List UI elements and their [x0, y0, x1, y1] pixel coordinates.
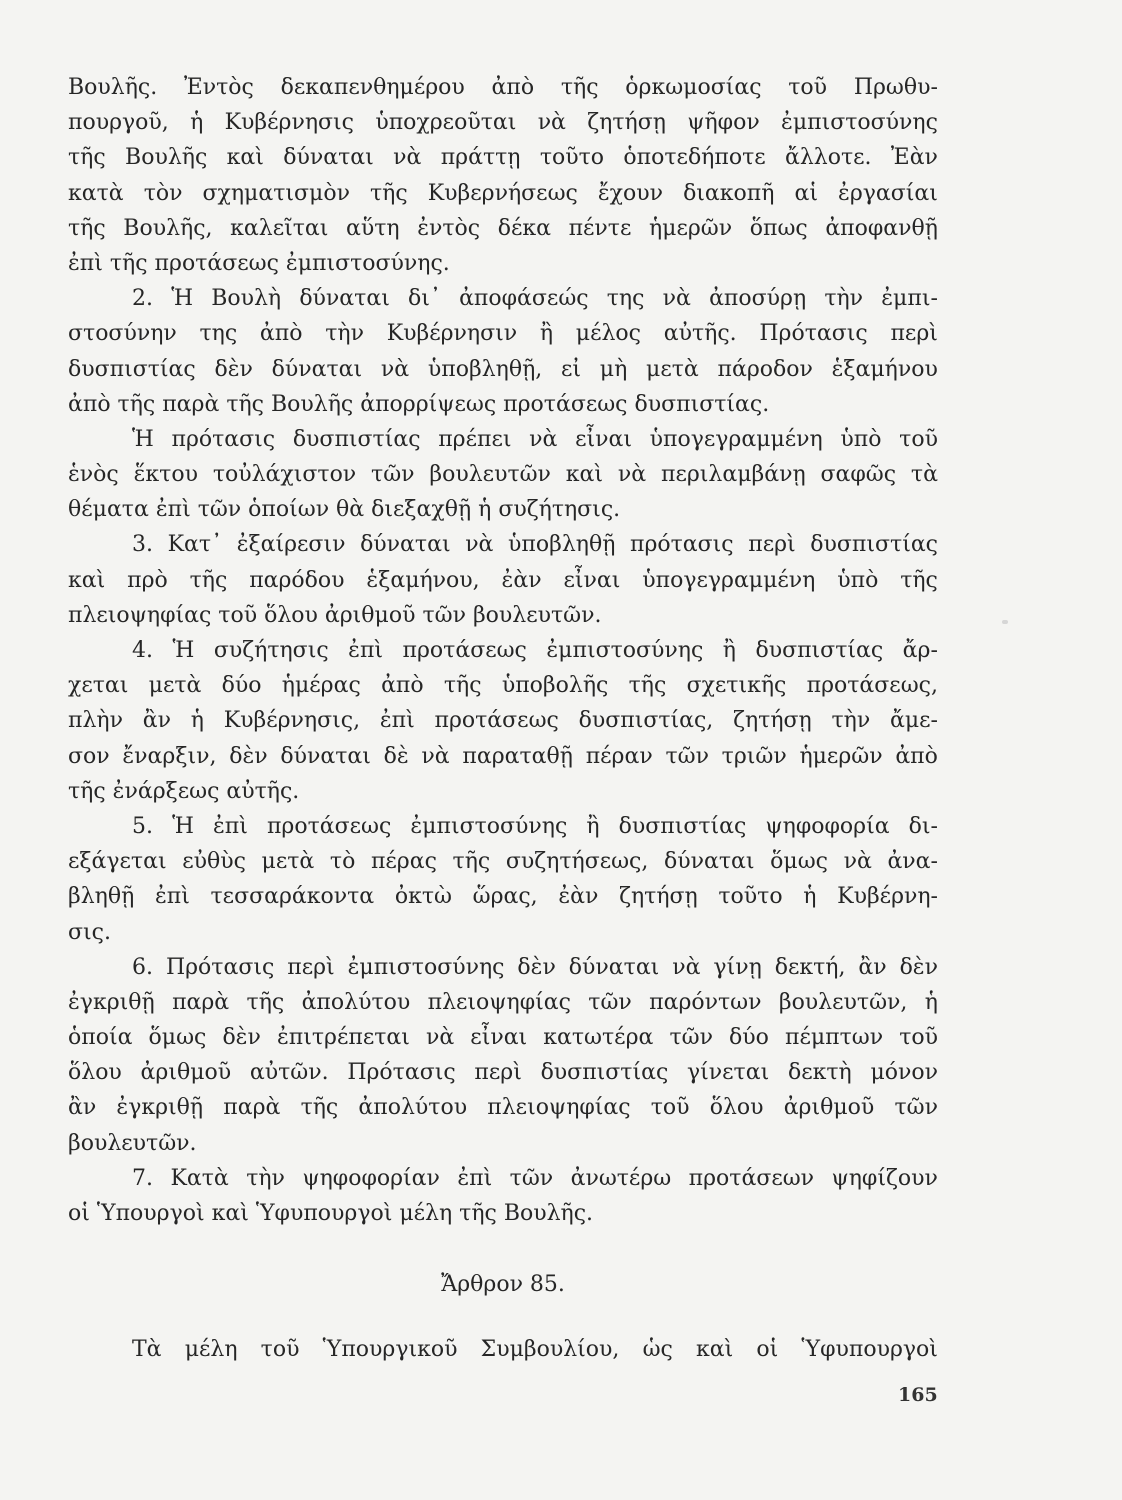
word: ἐπὶ: [348, 638, 384, 663]
word: δυσπιστίας: [810, 532, 938, 558]
word: πρὸ: [127, 567, 168, 593]
word: δὲ: [383, 743, 409, 769]
word: ὁρκωμοσίας: [625, 75, 762, 100]
text-line: [68, 950, 938, 985]
word: νὰ: [465, 532, 494, 558]
word: πέραν: [585, 743, 653, 769]
word: ἐμπιστοσύνης: [781, 110, 938, 136]
word: νὰ: [425, 1025, 455, 1051]
word: συζητήσεως,: [505, 849, 649, 875]
word: της: [199, 321, 238, 347]
text-line: [68, 316, 938, 351]
text-line: [68, 1090, 938, 1125]
word: ὡς: [642, 1337, 673, 1363]
word: πέμπτων: [785, 1025, 884, 1051]
word: ἀπολύτου: [301, 989, 411, 1015]
text-line: [68, 1055, 938, 1090]
word: Ὑπουργικοῦ: [322, 1337, 458, 1363]
word: Βουλῆς.: [68, 75, 158, 100]
word: κατωτέρα: [543, 1025, 654, 1051]
word: τῆς: [246, 989, 285, 1015]
article-heading: Ἄρθρον 85.: [441, 1272, 565, 1298]
word: καὶ: [226, 145, 264, 171]
text-line: [68, 352, 938, 387]
word: νὰ: [672, 954, 701, 980]
text-line: [68, 457, 938, 492]
section-gap: [68, 1231, 938, 1267]
text-line: [68, 879, 938, 914]
word: ἀπολύτου: [358, 1095, 468, 1121]
text-line: [68, 985, 938, 1020]
word: ἀποσύρῃ: [709, 286, 807, 312]
word: διακοπῆ: [683, 180, 775, 206]
word: δι-: [908, 813, 938, 839]
word: νὰ: [537, 110, 566, 136]
word: δύναται: [360, 532, 451, 558]
word: τεσσαράκοντα: [210, 884, 375, 910]
text-line: [68, 1161, 938, 1196]
word: πλειοψηφίας: [487, 1095, 631, 1121]
word: ἂν: [68, 1095, 97, 1121]
word: Πρότασις: [759, 321, 868, 347]
word: ἡμερῶν: [649, 215, 733, 241]
word: δεκτὴ: [787, 1060, 852, 1086]
word: νὰ: [843, 849, 872, 875]
word: τῆς: [300, 1095, 339, 1121]
word: τοῦτο: [718, 884, 783, 910]
word: εἶναι: [470, 1025, 528, 1051]
scan-speck: [1002, 620, 1008, 624]
word: προτάσεως: [266, 813, 392, 839]
text-line: [68, 563, 938, 598]
section-gap: [68, 1302, 938, 1332]
word: δύναται: [664, 849, 755, 875]
word: μὴ: [599, 356, 628, 382]
text-line: [68, 844, 938, 879]
text-line: πλειοψηφίας τοῦ ὅλου ἀριθμοῦ τῶν βουλευτῶν.: [68, 602, 602, 628]
word: ἀπὸ: [491, 75, 535, 100]
word: ὥρας,: [472, 884, 538, 910]
word: περὶ: [474, 1060, 522, 1086]
word: ὁποτεδήποτε: [623, 145, 766, 171]
word: τοῦ: [899, 1025, 938, 1051]
word: ἢ: [586, 813, 600, 839]
text-line: [68, 739, 938, 774]
word: Ὑφυπουργοὶ: [801, 1337, 938, 1363]
word: γίνεται: [687, 1060, 770, 1086]
word: τὰ: [910, 462, 938, 488]
word: τὴν: [831, 708, 871, 734]
word: ζητήσῃ: [619, 884, 698, 910]
text-line: [68, 176, 938, 211]
word: ἀνα-: [887, 849, 938, 875]
word: κατὰ: [68, 180, 124, 206]
word: νὰ: [529, 426, 558, 452]
word: δεκτή,: [774, 954, 846, 980]
word: ψηφοφορίαν: [302, 1165, 440, 1191]
word: εἰ: [561, 356, 582, 382]
word: ἐπὶ: [379, 708, 415, 734]
word: περὶ: [890, 321, 938, 347]
page-body: [68, 70, 938, 1368]
word: δὲν: [899, 954, 938, 980]
word: νὰ: [617, 462, 647, 488]
word: τῆς: [900, 567, 938, 593]
word: ὑπὸ: [837, 567, 879, 593]
word: ἑνὸς: [68, 462, 119, 488]
word: ἀπὸ: [895, 743, 938, 769]
word: καὶ: [68, 567, 106, 593]
word: ἀριθμοῦ: [140, 1060, 232, 1086]
word: τῆς: [452, 849, 491, 875]
word: εὐθὺς: [182, 849, 246, 875]
word: δυσπιστίας: [618, 813, 747, 839]
text-line: [68, 668, 938, 703]
word: ὁποία: [68, 1025, 133, 1051]
word: Κυβερνήσεως: [427, 180, 578, 206]
word: νὰ: [662, 286, 691, 312]
word: 6.: [132, 954, 153, 980]
word: ἐπὶ: [457, 1165, 493, 1191]
word: τῶν: [669, 1025, 713, 1051]
word: ἀποφανθῇ: [825, 215, 938, 241]
word: ἡ: [190, 110, 204, 136]
word: τῶν: [894, 1095, 938, 1121]
word: πρέπει: [438, 426, 512, 452]
word: αἱ: [794, 180, 818, 206]
word: εἶναι: [563, 567, 621, 593]
text-line: τῆς ἐνάρξεως αὐτῆς.: [68, 778, 300, 804]
word: ἐγκριθῇ: [116, 1095, 204, 1121]
word: τοῦ: [650, 1095, 690, 1121]
word: ἐπὶ: [212, 813, 248, 839]
word: τῆς: [560, 75, 599, 100]
word: ἐπὶ: [154, 884, 190, 910]
word: ἡ: [803, 884, 817, 910]
word: δυσπιστίας: [755, 638, 884, 663]
word: παρὰ: [172, 989, 230, 1015]
word: ὑπὸ: [840, 426, 882, 452]
word: Συμβουλίου,: [480, 1337, 620, 1363]
word: πέντε: [568, 215, 632, 241]
word: καὶ: [565, 462, 604, 488]
word: δεκαπενθημέρου: [280, 75, 465, 100]
word: Ἡ: [171, 286, 194, 312]
word: καὶ: [695, 1337, 734, 1363]
word: τοῦ: [899, 426, 938, 452]
word: δύο: [729, 1025, 769, 1051]
word: πλὴν: [68, 708, 123, 734]
closing-line: [68, 1332, 938, 1367]
word: ἀνωτέρω: [570, 1165, 672, 1191]
word: πουργοῦ,: [68, 110, 169, 136]
word: δυσπιστίας: [540, 1060, 669, 1086]
word: ἐμπιστοσύνης: [347, 954, 505, 980]
word: νὰ: [380, 356, 410, 382]
word: ψῆφον: [687, 110, 760, 136]
word: ἕκτου: [133, 462, 198, 488]
word: τὴν: [824, 286, 864, 312]
word: Ἐὰν: [890, 145, 938, 171]
word: δέκα: [497, 215, 551, 241]
word: δύναται: [271, 356, 363, 382]
word: ψηφίζουν: [831, 1165, 938, 1191]
word: Κατ᾽: [167, 532, 223, 558]
word: Βουλῆς,: [123, 215, 213, 241]
word: μετὰ: [646, 356, 699, 382]
word: ἔχουν: [597, 180, 664, 206]
word: Πρότασις: [347, 1060, 456, 1086]
word: ὅπως: [749, 215, 808, 241]
text-line: [68, 281, 938, 316]
word: τοὐλάχιστον: [212, 462, 357, 488]
word: ἐντὸς: [417, 215, 481, 241]
word: αὐτῆς.: [663, 321, 737, 347]
word: τῆς: [628, 673, 667, 699]
word: 7.: [132, 1165, 153, 1191]
word: ὑποβολῆς: [501, 673, 609, 699]
word: τοῦτο: [539, 145, 605, 171]
text-line: ἀπὸ τῆς παρὰ τῆς Βουλῆς ἀπορρίψεως προτάσεως δυσπιστίας.: [68, 391, 770, 417]
word: 2.: [132, 286, 153, 312]
word: Κυβέρνησις,: [223, 708, 361, 734]
word: βουλευτῶν,: [778, 989, 908, 1015]
word: πράττῃ: [440, 145, 521, 171]
word: δὲν: [517, 954, 556, 980]
text-line: θέματα ἐπὶ τῶν ὁποίων θὰ διεξαχθῇ ἡ συζήτησις.: [68, 497, 621, 523]
word: Ἡ: [172, 638, 195, 663]
word: πρότασις: [630, 532, 734, 558]
word: ἐγκριθῇ: [68, 989, 155, 1015]
text-line: [68, 633, 938, 668]
word: δύναται: [299, 286, 390, 312]
word: τῶν: [588, 989, 632, 1015]
word: συζήτησις: [213, 638, 329, 663]
word: προτάσεως: [402, 638, 527, 663]
text-line: [68, 527, 938, 562]
word: ἂν: [142, 708, 171, 734]
word: σχηματισμὸν: [202, 180, 350, 206]
word: ἐὰν: [501, 567, 542, 593]
text-line: [68, 703, 938, 738]
word: Ἡ: [132, 426, 154, 452]
word: ἢ: [539, 321, 554, 347]
word: τῆς: [370, 180, 408, 206]
word: δὲν: [222, 1025, 261, 1051]
word: ἐπιτρέπεται: [276, 1025, 410, 1051]
word: ψηφοφορία: [765, 813, 890, 839]
word: τῆς: [68, 145, 106, 171]
word: εἶναι: [575, 426, 632, 452]
word: Βουλὴ: [211, 286, 282, 312]
word: τῶν: [371, 462, 415, 488]
word: ὀκτὼ: [394, 884, 452, 910]
word: ζητήσῃ: [733, 708, 812, 734]
word: Κυβέρνησιν: [386, 321, 518, 347]
word: εξάγεται: [68, 849, 167, 875]
word: πρότασις: [171, 426, 276, 452]
word: τὴν: [246, 1165, 285, 1191]
word: τῶν: [509, 1165, 554, 1191]
word: Τὰ: [132, 1337, 162, 1363]
text-line: [68, 809, 938, 844]
text-line: [68, 140, 938, 175]
text-line: [68, 422, 938, 457]
word: γίνῃ: [713, 954, 762, 980]
word: δυσπιστίας: [68, 356, 196, 382]
word: προτάσεως,: [806, 673, 938, 699]
page-number: 165: [898, 1384, 938, 1406]
word: παρόντων: [649, 989, 762, 1015]
word: σον: [68, 743, 110, 769]
word: ἡμέρας: [281, 673, 361, 699]
word: ἀπὸ: [381, 673, 424, 699]
word: της: [606, 286, 645, 312]
word: τοῦ: [788, 75, 828, 100]
word: στοσύνην: [68, 321, 177, 347]
word: παρόδου: [249, 567, 345, 593]
word: περὶ: [287, 954, 335, 980]
word: ἡμερῶν: [799, 743, 883, 769]
word: χεται: [68, 673, 129, 699]
word: Ἡ: [172, 813, 194, 839]
word: τοῦ: [260, 1337, 300, 1363]
word: τὸν: [143, 180, 183, 206]
word: Κατὰ: [170, 1165, 229, 1191]
paragraph-block: [68, 70, 938, 1231]
text-line: βουλευτῶν.: [68, 1130, 197, 1156]
text-line: [68, 1020, 938, 1055]
word: νὰ: [393, 145, 422, 171]
word: καλεῖται: [230, 215, 329, 241]
word: Κυβέρνη-: [837, 884, 938, 910]
word: τῆς: [68, 215, 106, 241]
word: ἢ: [722, 638, 736, 663]
word: Βουλῆς: [125, 145, 208, 171]
word: βληθῇ: [68, 884, 135, 910]
word: δὲν: [214, 356, 253, 382]
word: τριῶν: [721, 743, 787, 769]
word: ὑποβληθῇ,: [427, 356, 543, 382]
word: ὅλου: [709, 1095, 764, 1121]
word: τῆς: [443, 673, 482, 699]
word: περὶ: [748, 532, 796, 558]
word: μετὰ: [148, 673, 202, 699]
word: ἀριθμοῦ: [783, 1095, 875, 1121]
word: ἄρ-: [902, 638, 938, 663]
word: Κυβέρνησις: [224, 110, 355, 136]
word: βουλευτῶν: [429, 462, 551, 488]
word: σαφῶς: [820, 462, 897, 488]
word: πάροδον: [717, 356, 813, 382]
word: προτάσεως: [434, 708, 559, 734]
word: ἐργασίαι: [838, 180, 938, 206]
word: Πρότασις: [165, 954, 275, 980]
word: ὅμως: [770, 849, 828, 875]
word: δὲν: [229, 743, 268, 769]
text-line: οἱ Ὑπουργοὶ καὶ Ὑφυπουργοὶ μέλη τῆς Βουλῆς.: [68, 1201, 594, 1226]
word: νὰ: [421, 743, 450, 769]
word: ἐμπι-: [881, 286, 938, 312]
word: τὴν: [325, 321, 364, 347]
word: αὐτῶν.: [249, 1060, 329, 1086]
word: ἡ: [924, 989, 938, 1015]
word: παρὰ: [223, 1095, 281, 1121]
word: μέλη: [184, 1337, 238, 1363]
word: δύναται: [280, 743, 371, 769]
word: 5.: [132, 813, 153, 839]
word: μέλος: [575, 321, 641, 347]
word: ὑποβληθῇ: [508, 532, 616, 558]
word: περιλαμβάνῃ: [660, 462, 806, 488]
word: ἔναρξιν,: [122, 743, 217, 769]
word: ἂν: [858, 954, 887, 980]
text-line: [68, 70, 938, 105]
word: αὕτη: [345, 215, 400, 241]
word: ἄμε-: [890, 708, 938, 734]
word: προτάσεων: [688, 1165, 815, 1191]
text-line: [68, 105, 938, 140]
word: ἡ: [190, 708, 204, 734]
word: ἄλλοτε.: [785, 145, 872, 171]
word: ἑξαμήνου: [831, 356, 938, 382]
word: μετὰ: [261, 849, 315, 875]
word: δύναται: [568, 954, 660, 980]
word: σχετικῆς: [686, 673, 787, 699]
word: μόνον: [870, 1060, 938, 1086]
word: ὑποχρεοῦται: [375, 110, 517, 136]
word: δυσπιστίας,: [578, 708, 714, 734]
word: πλειοψηφίας: [427, 989, 571, 1015]
word: ὅμως: [148, 1025, 207, 1051]
word: ἐξαίρεσιν: [236, 532, 346, 558]
word: δύο: [221, 673, 262, 699]
word: δύναται: [283, 145, 374, 171]
word: ἑξαμήνου,: [366, 567, 480, 593]
word: τῆς: [189, 567, 228, 593]
word: ἐμπιστοσύνης: [410, 813, 568, 839]
word: ἐὰν: [558, 884, 599, 910]
word: δυσπιστίας: [292, 426, 421, 452]
text-line: ἐπὶ τῆς προτάσεως ἐμπιστοσύνης.: [68, 250, 450, 276]
word: δι᾽: [408, 286, 441, 312]
word: οἱ: [756, 1337, 779, 1363]
word: 3.: [132, 532, 153, 558]
word: Πρωθυ-: [853, 75, 938, 100]
word: ὑπογεγραμμένη: [649, 426, 823, 452]
word: τῶν: [665, 743, 709, 769]
word: τὸ: [329, 849, 356, 875]
word: Ἐντὸς: [183, 75, 254, 100]
word: ὅλου: [68, 1060, 122, 1086]
word: 4.: [132, 638, 153, 663]
word: ζητήσῃ: [587, 110, 666, 136]
word: ἐμπιστοσύνης: [546, 638, 704, 663]
word: ἀπὸ: [259, 321, 303, 347]
word: πέρας: [370, 849, 437, 875]
word: ὑπογεγραμμένη: [642, 567, 816, 593]
text-line: [68, 211, 938, 246]
word: ἀποφάσεώς: [459, 286, 589, 312]
text-line: σις.: [68, 919, 111, 945]
word: παραταθῇ: [462, 743, 573, 769]
